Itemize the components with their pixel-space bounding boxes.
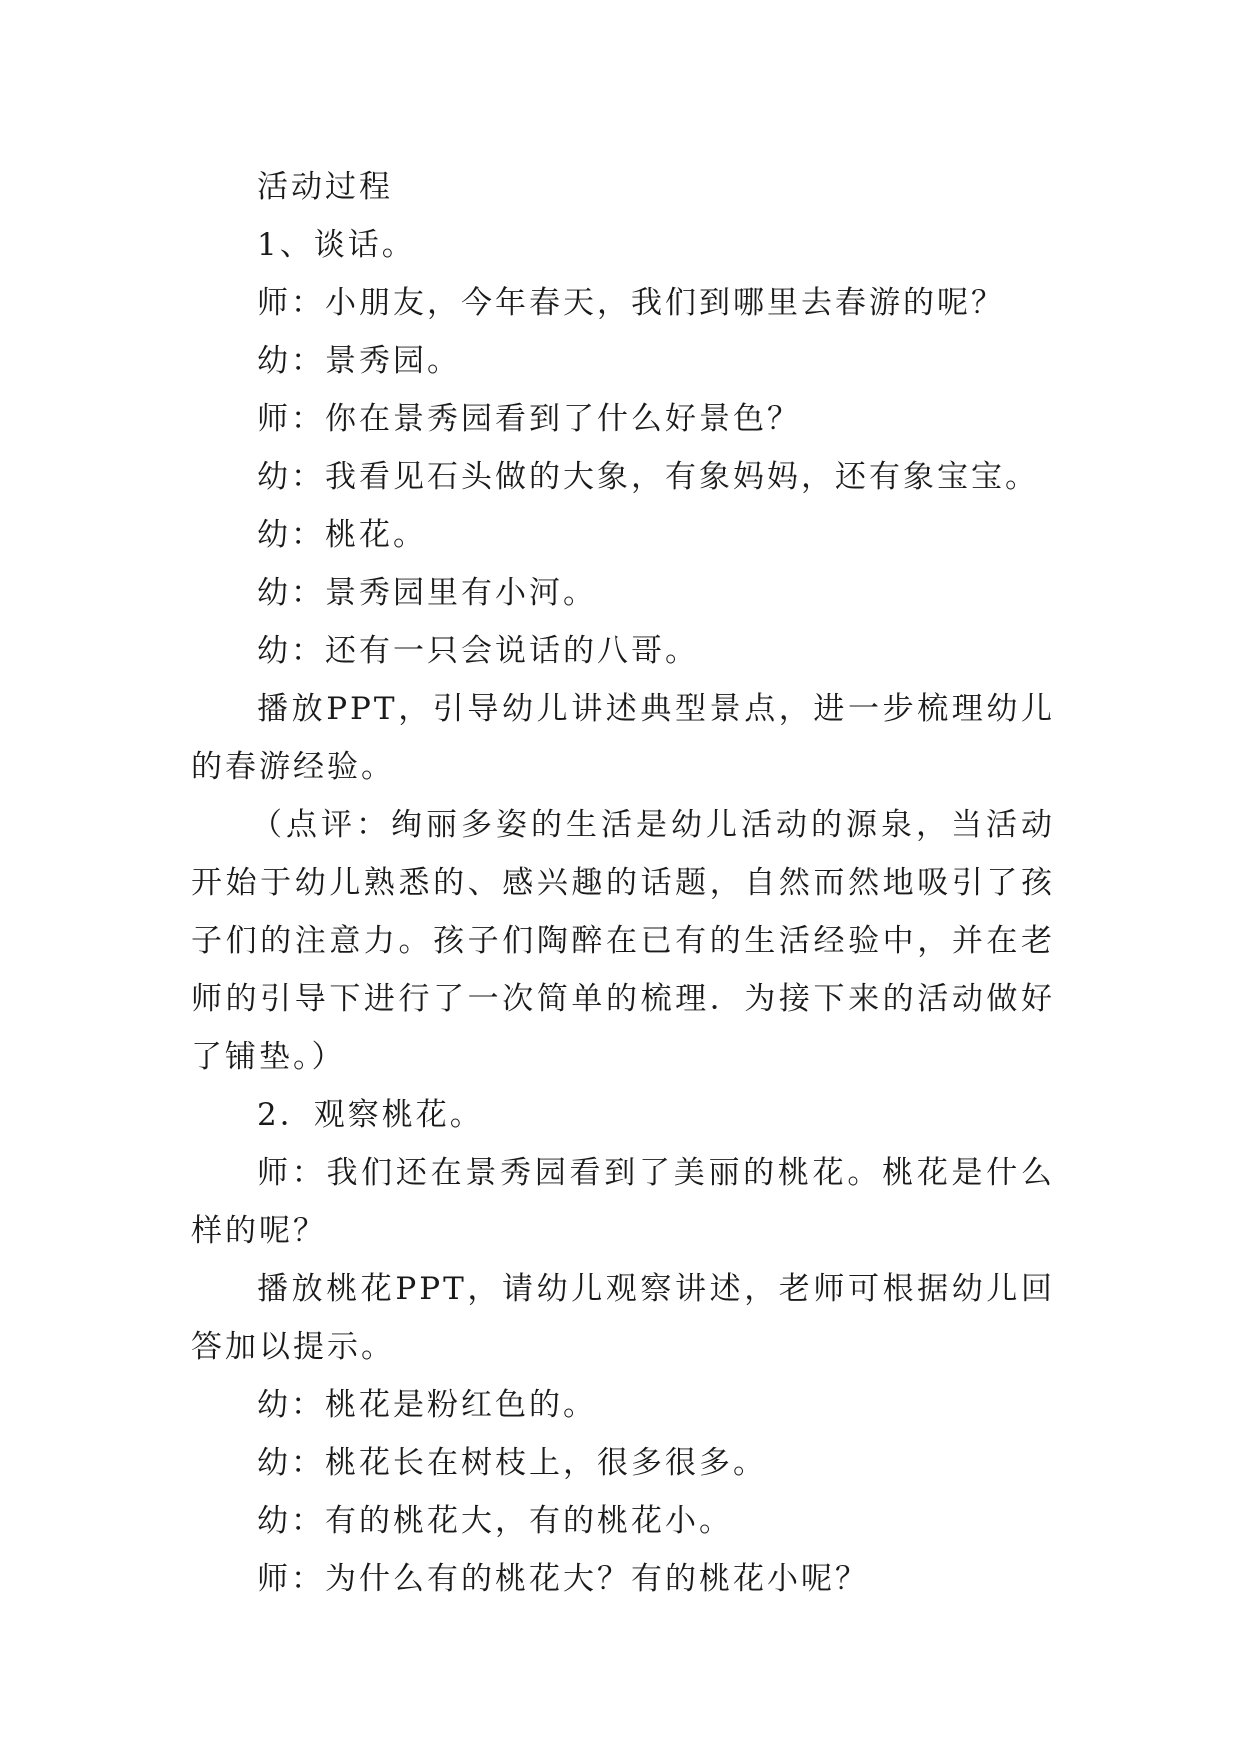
dialogue-line: 幼：景秀园里有小河。 xyxy=(257,575,597,611)
step-heading: 2．观察桃花。 xyxy=(257,1097,484,1133)
dialogue-line: 师：为什么有的桃花大？有的桃花小呢？ xyxy=(257,1561,869,1597)
document-body xyxy=(191,158,1055,1608)
dialogue-line: 幼：有的桃花大，有的桃花小。 xyxy=(257,1503,733,1539)
dialogue-line: 师：小朋友，今年春天，我们到哪里去春游的呢？ xyxy=(257,285,1005,321)
step-heading: 1、谈话。 xyxy=(257,227,416,263)
commentary-paragraph: （点评：绚丽多姿的生活是幼儿活动的源泉，当活动开始于幼儿熟悉的、感兴趣的话题，自然而然地吸引了孩子们的注意力。孩子们陶醉在已有的生活经验中，并在老师的引导下进行了一次简单的梳理．为接下来的活动做好了铺垫。） xyxy=(191,807,1055,1075)
dialogue-line: 幼：桃花长在树枝上，很多很多。 xyxy=(257,1445,767,1481)
dialogue-line: 幼：我看见石头做的大象，有象妈妈，还有象宝宝。 xyxy=(257,459,1039,495)
instruction-paragraph: 播放PPT，引导幼儿讲述典型景点，进一步梳理幼儿的春游经验。 xyxy=(191,691,1055,785)
dialogue-line: 幼：桃花是粉红色的。 xyxy=(257,1387,597,1423)
dialogue-line: 幼：景秀园。 xyxy=(257,343,461,379)
instruction-paragraph: 播放桃花PPT，请幼儿观察讲述，老师可根据幼儿回答加以提示。 xyxy=(191,1271,1055,1365)
dialogue-line: 幼：还有一只会说话的八哥。 xyxy=(257,633,699,669)
dialogue-line: 师：我们还在景秀园看到了美丽的桃花。桃花是什么样的呢？ xyxy=(191,1155,1055,1249)
dialogue-line: 师：你在景秀园看到了什么好景色？ xyxy=(257,401,801,437)
section-heading: 活动过程 xyxy=(257,169,393,205)
dialogue-line: 幼：桃花。 xyxy=(257,517,427,553)
